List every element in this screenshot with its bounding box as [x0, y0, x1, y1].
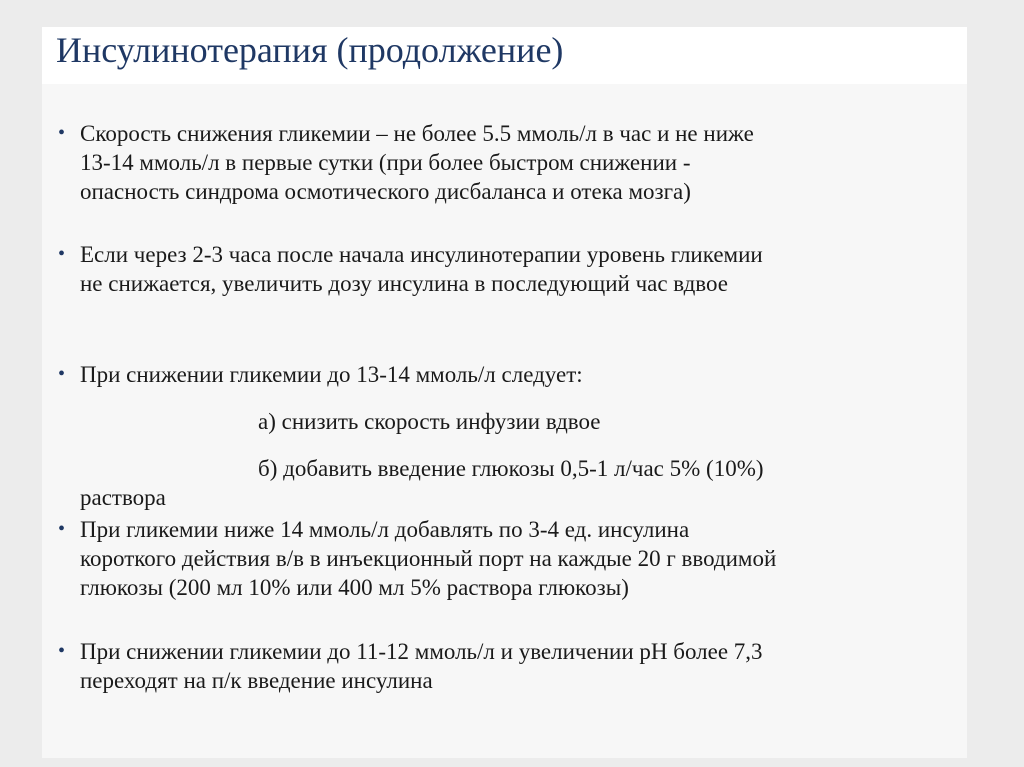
bullet-marker-4: •: [58, 518, 66, 540]
bullet-4-line-3: глюкозы (200 мл 10% или 400 мл 5% раствора глюкозы): [80, 575, 629, 600]
bullet-5-line-2: переходят на п/к введение инсулина: [80, 668, 433, 693]
bullet-3-line-1: При снижении гликемии до 13-14 ммоль/л следует:: [80, 362, 583, 387]
content-panel: [42, 84, 967, 758]
bullet-4-line-2: короткого действия в/в в инъекционный порт на каждые 20 г вводимой: [80, 546, 777, 571]
bullet-5-line-1: При снижении гликемии до 11-12 ммоль/л и увеличении рН более 7,3: [80, 639, 763, 664]
title-band: [42, 27, 967, 76]
bullet-3-continuation: раствора: [80, 485, 166, 510]
bullet-1-line-1: Скорость снижения гликемии – не более 5.5 ммоль/л в час и не ниже: [80, 121, 754, 146]
bullet-1-line-2: 13-14 ммоль/л в первые сутки (при более быстром снижении -: [80, 150, 691, 175]
bullet-marker-1: •: [58, 122, 66, 144]
bullet-marker-5: •: [58, 640, 66, 662]
bullet-2-line-2: не снижается, увеличить дозу инсулина в последующий час вдвое: [80, 271, 728, 296]
slide-title: Инсулинотерапия (продолжение): [56, 30, 564, 70]
bullet-3-sub-a: а) снизить скорость инфузии вдвое: [258, 409, 601, 434]
bullet-marker-3: •: [58, 363, 66, 385]
bullet-marker-2: •: [58, 243, 66, 265]
bullet-3-sub-b: б) добавить введение глюкозы 0,5-1 л/час 5% (10%): [258, 456, 764, 481]
slide: [42, 27, 967, 758]
bullet-4-line-1: При гликемии ниже 14 ммоль/л добавлять по 3-4 ед. инсулина: [80, 517, 690, 542]
bullet-1-line-3: опасность синдрома осмотического дисбаланса и отека мозга): [80, 179, 691, 204]
bullet-2-line-1: Если через 2-3 часа после начала инсулинотерапии уровень гликемии: [80, 242, 763, 267]
